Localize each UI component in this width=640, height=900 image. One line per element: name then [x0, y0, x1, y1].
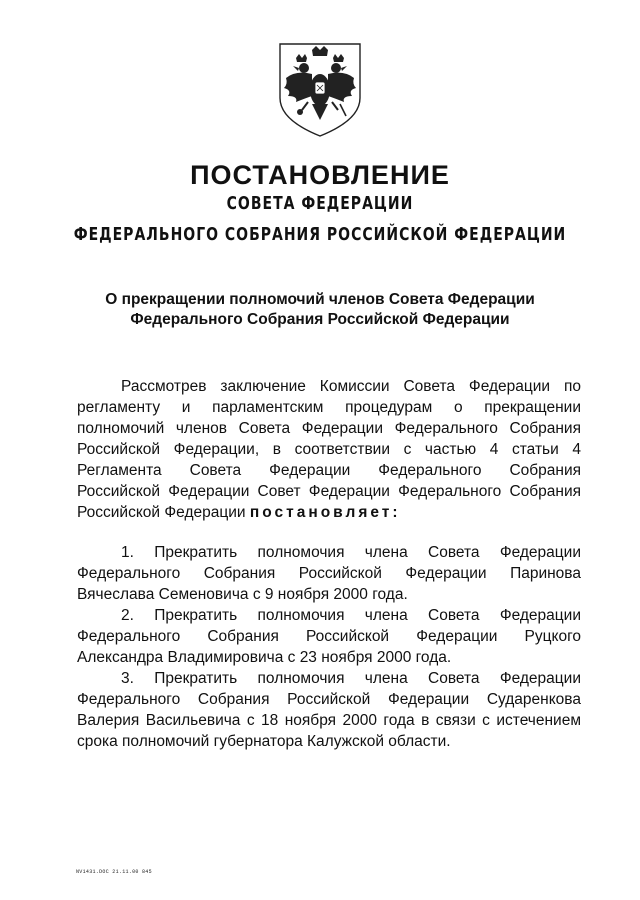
document-footer-code: NV1431.DOC 21.11.00 845	[76, 869, 152, 875]
preamble-last-line	[77, 502, 581, 523]
issuer-line-1: СОВЕТА ФЕДЕРАЦИИ	[226, 194, 414, 214]
item-2-line: 2. Прекратить полномочия члена Совета Федерации	[121, 607, 581, 624]
resolution-items	[77, 542, 581, 752]
document-subject	[0, 290, 640, 330]
item-2-line: Александра Владимировича с 23 ноября 2000 года.	[77, 649, 452, 666]
double-headed-eagle-icon	[272, 40, 368, 140]
preamble-paragraph	[77, 376, 581, 523]
item-2-line: Федерального Собрания Российской Федерации Руцкого	[77, 628, 581, 645]
item-1-line: 1. Прекратить полномочия члена Совета Федерации	[121, 544, 581, 561]
preamble-line: Регламента Совета Федерации Федерального Собрания	[77, 462, 581, 479]
preamble-line: Российской Федерации, в соответствии с частью 4 статьи 4	[77, 441, 581, 458]
item-3-line: 3. Прекратить полномочия члена Совета Федерации	[121, 670, 581, 687]
item-1-line: Вячеслава Семеновича с 9 ноября 2000 года.	[77, 586, 408, 603]
subject-line-2: Федерального Собрания Российской Федерации	[130, 311, 510, 328]
item-3-line: срока полномочий губернатора Калужской области.	[77, 733, 451, 750]
preamble-line: Российской Федерации Совет Федерации Федерального Собрания	[77, 483, 581, 500]
preamble-line: регламенту и парламентским процедурам о прекращении	[77, 399, 581, 416]
item-3-line: Федерального Собрания Российской Федерации Сударенкова	[77, 691, 581, 708]
issuer-line-2: ФЕДЕРАЛЬНОГО СОБРАНИЯ РОССИЙСКОЙ ФЕДЕРАЦИИ	[73, 225, 567, 245]
resolves-word: постановляет:	[249, 504, 401, 521]
item-3-line: Валерия Васильевича с 18 ноября 2000 года в связи с истечением	[77, 712, 581, 729]
document-type-title: ПОСТАНОВЛЕНИЕ	[190, 160, 450, 190]
preamble-line: полномочий членов Совета Федерации Федерального Собрания	[77, 420, 581, 437]
preamble-line: Российской Федерации	[77, 504, 246, 521]
preamble-line: Рассмотрев заключение Комиссии Совета Федерации по	[121, 378, 581, 395]
item-1-line: Федерального Собрания Российской Федерации Паринова	[77, 565, 581, 582]
subject-line-1: О прекращении полномочий членов Совета Федерации	[105, 291, 535, 308]
